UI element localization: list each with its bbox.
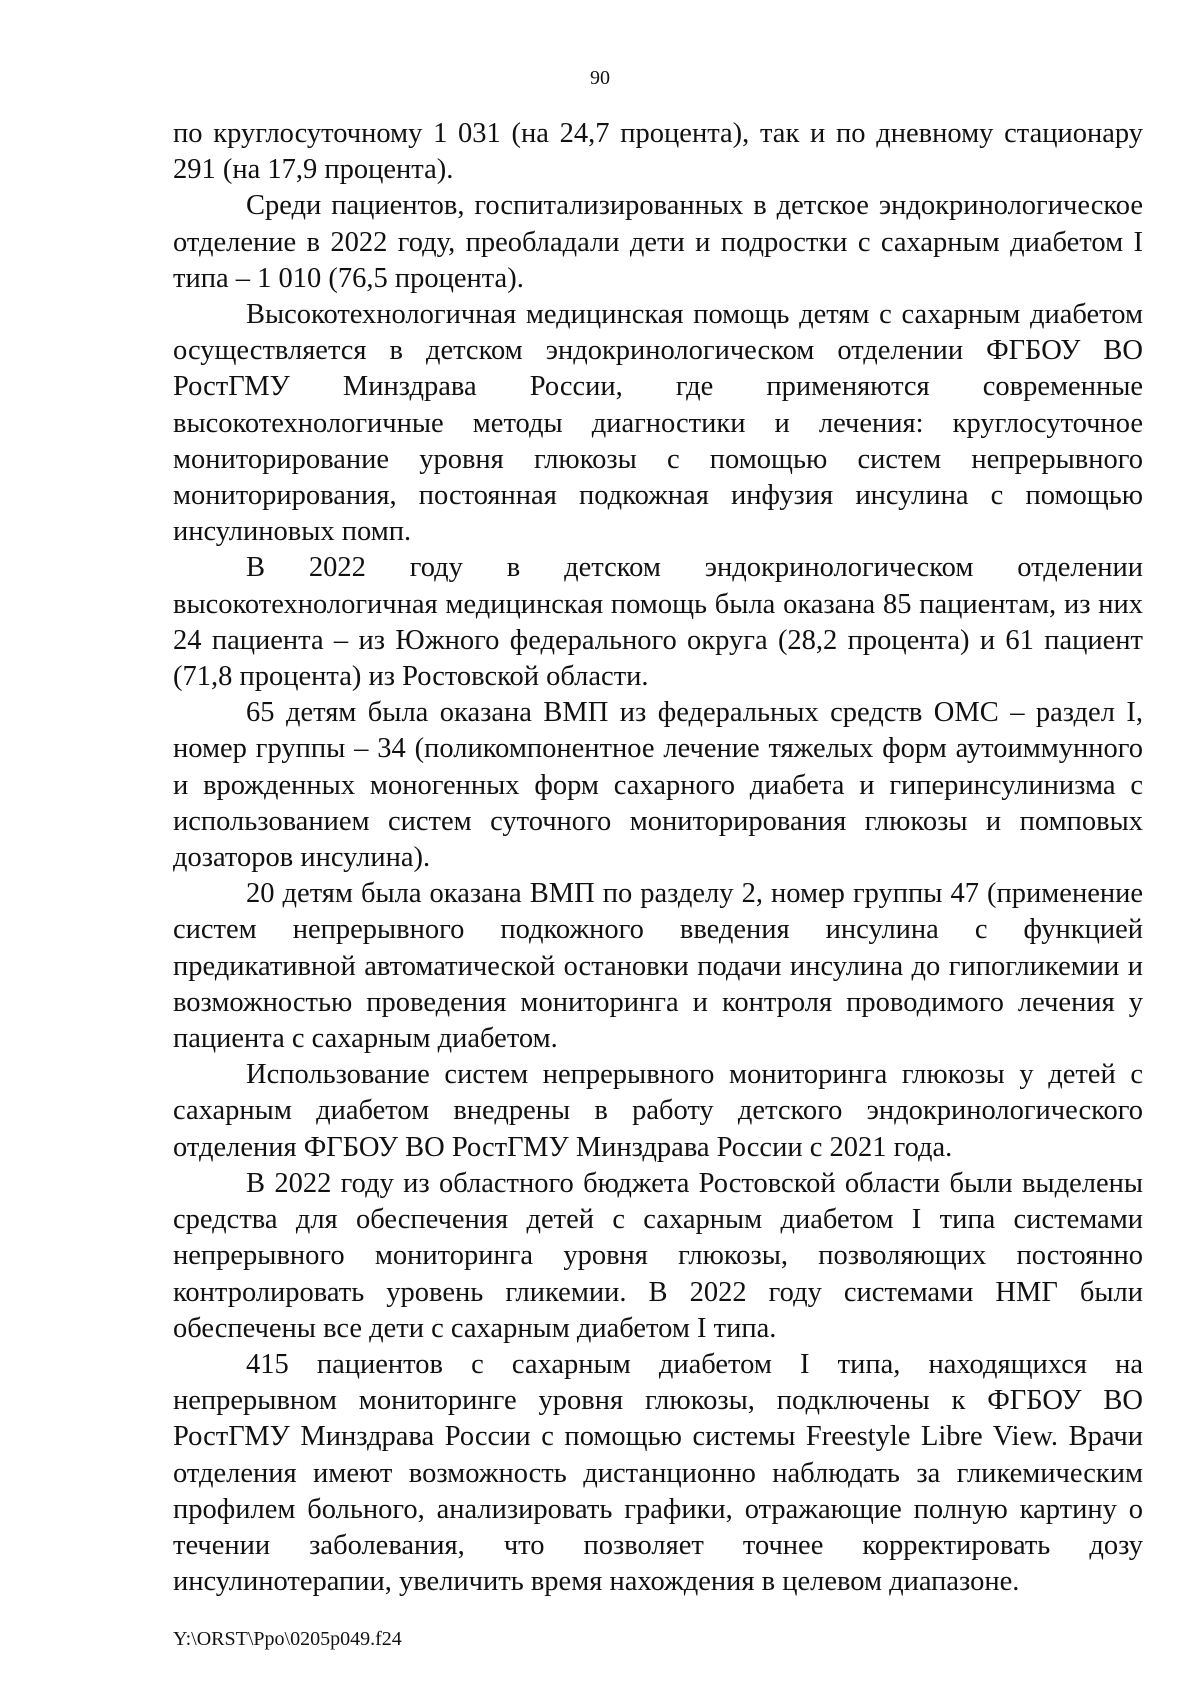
paragraph-section-2-group-47: 20 детям была оказана ВМП по разделу 2, номер группы 47 (применение систем непрерывного подкожного введения инсулина с функцией предикативной автоматической остановки подачи инсулина до гипогликемии и возможностью проведения мониторинга и контроля проводимого лечения у пациента с сахарным диабетом. xyxy=(173,878,1143,1055)
paragraph-high-tech-care: Высокотехнологичная медицинская помощь детям с сахарным диабетом осуществляется в детском эндокринологическом отделении ФГБОУ ВО РостГМУ Минздрава России, где применяются современные высокотехнологичные методы диагностики и лечения: круглосуточное мониторирование уровня глюкозы с помощью систем непрерывного мониторирования, постоянная подкожная инфузия инсулина с помощью инсулиновых помп. xyxy=(173,299,1143,548)
paragraph-hospitalized-patients: Среди пациентов, госпитализированных в детское эндокринологическое отделение в 2022 году, преобладали дети и подростки с сахарным диабетом I типа – 1 010 (76,5 процента). xyxy=(173,190,1143,294)
document-body xyxy=(173,116,1143,1600)
file-path-footer: Y:\ORST\Ppo\0205p049.f24 xyxy=(173,1628,402,1650)
paragraph-2022-patients: В 2022 году в детском эндокринологическом отделении высокотехнологичная медицинская помощь была оказана 85 пациентам, из них 24 пациента – из Южного федерального округа (28,2 процента) и 61 пациент (71,8 процента) из Ростовской области. xyxy=(173,552,1143,693)
page-number: 90 xyxy=(590,67,610,89)
paragraph-glucose-monitoring: Использование систем непрерывного мониторинга глюкозы у детей с сахарным диабетом внедрены в работу детского эндокринологического отделения ФГБОУ ВО РостГМУ Минздрава России с 2021 года. xyxy=(173,1059,1143,1163)
paragraph-libre-view: 415 пациентов с сахарным диабетом I типа, находящихся на непрерывном мониторинге уровня глюкозы, подключены к ФГБОУ ВО РостГМУ Минздрава России с помощью системы Freestyle Libre View. Врачи отделения имеют возможность дистанционно наблюдать за гликемическим профилем больного, анализировать графики, отражающие полную картину о течении заболевания, что позволяет точнее корректировать дозу инсулинотерапии, увеличить время нахождения в целевом диапазоне. xyxy=(173,1348,1143,1598)
paragraph-continuation: по круглосуточному 1 031 (на 24,7 процента), так и по дневному стационару 291 (на 17,9 процента). xyxy=(173,118,1143,186)
paragraph-section-1-group-34: 65 детям была оказана ВМП из федеральных средств ОМС – раздел I, номер группы – 34 (поликомпонентное лечение тяжелых форм аутоиммунного и врожденных моногенных форм сахарного диабета и гиперинсулинизма с использованием систем суточного мониторирования глюкозы и помповых дозаторов инсулина). xyxy=(173,697,1143,874)
paragraph-regional-budget: В 2022 году из областного бюджета Ростовской области были выделены средства для обеспечения детей с сахарным диабетом I типа системами непрерывного мониторинга уровня глюкозы, позволяющих постоянно контролировать уровень гликемии. В 2022 году системами НМГ были обеспечены все дети с сахарным диабетом I типа. xyxy=(173,1167,1143,1344)
